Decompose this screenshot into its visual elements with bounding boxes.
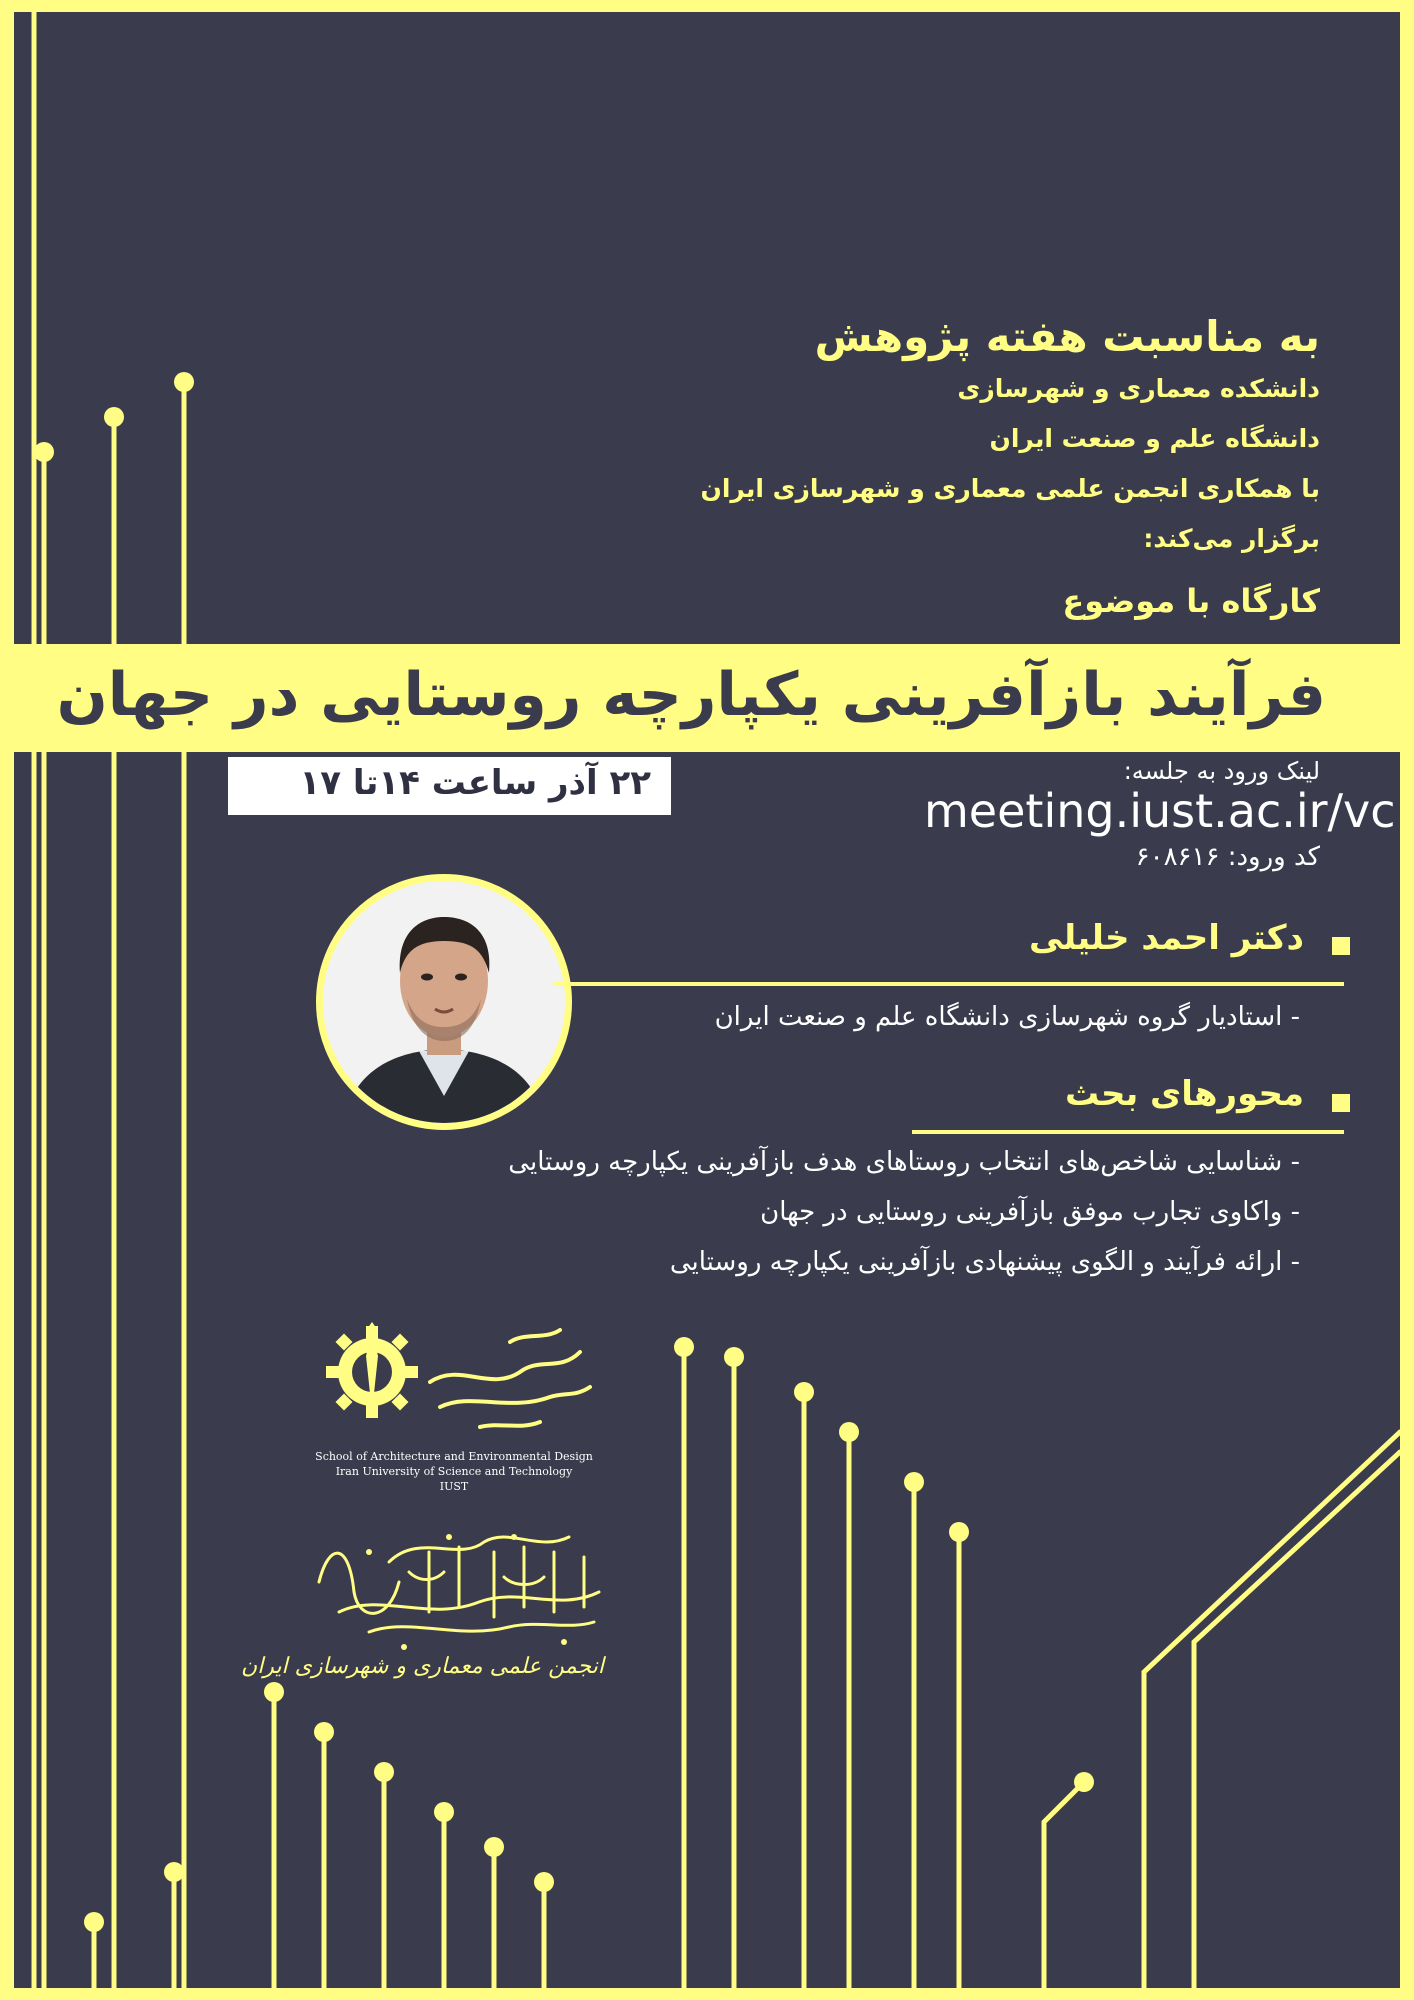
circuit-lines-decoration xyxy=(14,12,1400,1988)
calligraphy-logo-icon xyxy=(309,1522,609,1662)
intro-line-holds: برگزار می‌کند: xyxy=(1143,524,1320,553)
square-bullet-icon xyxy=(1332,1094,1350,1112)
date-time-box xyxy=(228,757,671,815)
workshop-title: فرآیند بازآفرینی یکپارچه روستایی در جهان xyxy=(56,660,1326,730)
topic-item: - شناسایی شاخص‌های انتخاب روستاهای هدف بازآفرینی یکپارچه روستایی xyxy=(508,1147,1300,1177)
poster xyxy=(14,12,1400,1988)
school-name-en: School of Architecture and Environmental Design xyxy=(315,1450,593,1463)
society-caption: انجمن علمی معماری و شهرسازی ایران xyxy=(241,1654,604,1679)
speaker-divider xyxy=(554,982,1344,986)
workshop-topic-label: کارگاه با موضوع xyxy=(1062,582,1320,620)
speaker-name: دکتر احمد خلیلی xyxy=(1028,918,1304,958)
intro-line-collaboration: با همکاری انجمن علمی معماری و شهرسازی ایران xyxy=(700,474,1320,503)
meeting-login-code: کد ورود: ۶۰۸۶۱۶ xyxy=(1135,842,1320,872)
meeting-link-label: لینک ورود به جلسه: xyxy=(1123,757,1320,785)
workshop-title-band xyxy=(14,644,1400,752)
speaker-affiliation: - استادیار گروه شهرسازی دانشگاه علم و صنعت ایران xyxy=(714,1002,1300,1032)
university-abbr: IUST xyxy=(439,1480,469,1493)
meeting-link-url[interactable]: meeting.iust.ac.ir/vc xyxy=(924,784,1396,838)
date-time: ۲۲ آذر ساعت ۱۴تا ۱۷ xyxy=(299,763,651,803)
topics-heading: محورهای بحث xyxy=(1064,1074,1304,1114)
topic-item: - واکاوی تجارب موفق بازآفرینی روستایی در جهان xyxy=(760,1197,1300,1227)
square-bullet-icon xyxy=(1332,937,1350,955)
intro-line-school: دانشکده معماری و شهرسازی xyxy=(957,374,1320,403)
speaker-photo xyxy=(316,874,572,1130)
topics-divider xyxy=(912,1130,1344,1134)
intro-line-university: دانشگاه علم و صنعت ایران xyxy=(989,424,1320,453)
topic-item: - ارائه فرآیند و الگوی پیشنهادی بازآفرینی یکپارچه روستایی xyxy=(669,1247,1300,1277)
intro-heading: به مناسبت هفته پژوهش xyxy=(814,312,1320,361)
university-name-en: Iran University of Science and Technology xyxy=(335,1465,573,1478)
